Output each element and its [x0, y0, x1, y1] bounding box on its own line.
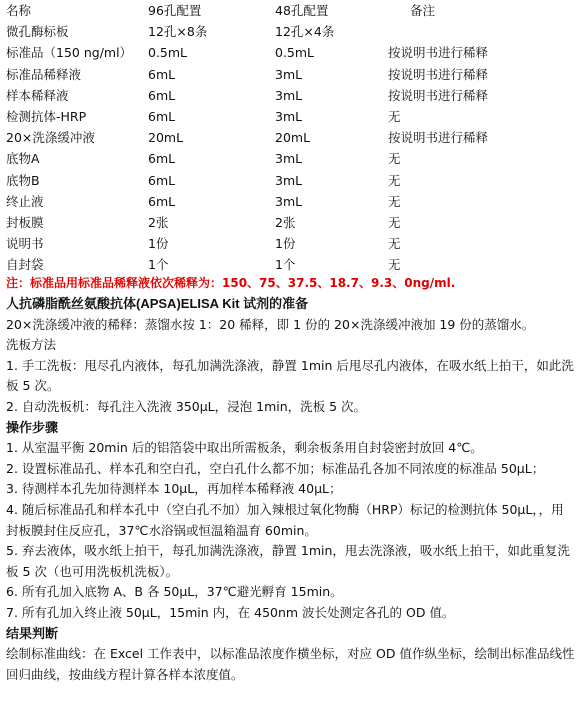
standard-dilution-note: 注：标准品用标准品稀释液依次稀释为：150、75、37.5、18.7、9.3、0ng/ml.: [6, 276, 456, 290]
qty-48-well: 3mL: [275, 66, 303, 82]
component-name: 说明书: [6, 236, 44, 252]
table-row: [0, 85, 582, 106]
wash-buffer-dilution-text: 20×洗涤缓冲液的稀释：蒸馏水按 1：20 稀释，即 1 份的 20×洗涤缓冲液加 19 份的蒸馏水。: [6, 316, 535, 332]
header-remark: 备注: [410, 3, 436, 18]
remark: 按说明书进行稀释: [388, 45, 489, 61]
remark: 无: [388, 236, 401, 252]
qty-48-well: 3mL: [275, 151, 303, 167]
instructions-body: [6, 294, 576, 685]
table-row: [0, 64, 582, 85]
procedure-step-6: 6. 所有孔加入底物 A、B 各 50μL，37℃避光孵育 15min。: [6, 584, 343, 600]
qty-96-well: 6mL: [148, 66, 176, 82]
qty-96-well: 6mL: [148, 108, 176, 124]
kit-title: 人抗磷脂酰丝氨酸抗体(APSA)ELISA Kit 试剂的准备: [6, 296, 309, 311]
qty-48-well: 2张: [275, 214, 296, 230]
result-text: 绘制标准曲线：在 Excel 工作表中，以标准品浓度作横坐标，对应 OD 值作纵坐标，绘制出标准品线性回归曲线，按曲线方程计算各样本浓度值。: [6, 646, 575, 682]
table-row: [0, 21, 582, 42]
component-name: 检测抗体-HRP: [6, 108, 87, 124]
header-96-well: 96孔配置: [148, 3, 202, 18]
qty-96-well: 1个: [148, 257, 169, 273]
procedure-heading: 操作步骤: [6, 419, 59, 435]
component-name: 标准品（150 ng/ml）: [6, 45, 133, 61]
qty-48-well: 0.5mL: [275, 45, 315, 61]
remark: 无: [388, 257, 401, 273]
remark: 无: [388, 214, 401, 230]
component-name: 20×洗涤缓冲液: [6, 130, 95, 146]
component-name: 样本稀释液: [6, 87, 69, 103]
qty-96-well: 20mL: [148, 130, 184, 146]
component-name: 封板膜: [6, 214, 44, 230]
table-row: [0, 42, 582, 63]
qty-48-well: 1个: [275, 257, 296, 273]
table-row: [0, 170, 582, 191]
qty-96-well: 0.5mL: [148, 45, 188, 61]
remark: 按说明书进行稀释: [388, 130, 489, 146]
table-row: [0, 233, 582, 254]
component-name: 底物A: [6, 151, 40, 167]
table-row: [0, 254, 582, 275]
header-48-well: 48孔配置: [275, 3, 329, 18]
procedure-step-1: 1. 从室温平衡 20min 后的铝箔袋中取出所需板条，剩余板条用自封袋密封放回 4℃。: [6, 440, 483, 456]
table-row: [0, 106, 582, 127]
header-name: 名称: [6, 3, 32, 18]
procedure-step-4: 4. 随后标准品孔和样本孔中（空白孔不加）加入辣根过氧化物酶（HRP）标记的检测抗体 50μL，，用封板膜封住反应孔，37℃水浴锅或恒温箱温育 60min。: [6, 501, 564, 538]
kit-components-table: [0, 0, 582, 275]
procedure-step-3: 3. 待测样本孔先加待测样本 10μL，再加样本稀释液 40μL；: [6, 481, 342, 497]
qty-96-well: 12孔×8条: [148, 24, 208, 40]
qty-48-well: 1份: [275, 236, 296, 252]
procedure-step-5: 5. 弃去液体，吸水纸上拍干，每孔加满洗涤液，静置 1min，甩去洗涤液，吸水纸上拍干，如此重复洗板 5 次（也可用洗板机洗板）。: [6, 543, 570, 579]
qty-96-well: 1份: [148, 236, 169, 252]
result-heading: 结果判断: [6, 625, 59, 641]
qty-96-well: 6mL: [148, 172, 176, 188]
table-row: [0, 148, 582, 169]
component-name: 自封袋: [6, 257, 44, 273]
procedure-step-2: 2. 设置标准品孔、样本孔和空白孔，空白孔什么都不加；标准品孔各加不同浓度的标准品 50μL；: [6, 460, 545, 476]
component-name: 底物B: [6, 172, 40, 188]
qty-48-well: 3mL: [275, 87, 303, 103]
table-row: [0, 191, 582, 212]
remark: 按说明书进行稀释: [388, 66, 489, 82]
wash-step-1: 1. 手工洗板：甩尽孔内液体，每孔加满洗涤液，静置 1min 后甩尽孔内液体，在吸水纸上拍干，如此洗板 5 次。: [6, 357, 574, 394]
procedure-step-7: 7. 所有孔加入终止液 50μL，15min 内，在 450nm 波长处测定各孔的 OD 值。: [6, 604, 455, 620]
table-row: [0, 212, 582, 233]
component-name: 终止液: [6, 193, 44, 209]
qty-48-well: 12孔×4条: [275, 24, 335, 40]
remark: 无: [388, 108, 401, 124]
table-row: [0, 127, 582, 148]
remark: 无: [388, 151, 401, 167]
wash-method-heading: 洗板方法: [6, 337, 57, 353]
qty-48-well: 3mL: [275, 193, 303, 209]
table-header-row: [0, 0, 582, 21]
qty-96-well: 6mL: [148, 151, 176, 167]
wash-step-2: 2. 自动洗板机：每孔注入洗液 350μL，浸泡 1min，洗板 5 次。: [6, 398, 367, 414]
qty-96-well: 6mL: [148, 193, 176, 209]
remark: 无: [388, 172, 401, 188]
component-name: 标准品稀释液: [6, 66, 82, 82]
qty-48-well: 20mL: [275, 130, 311, 146]
qty-96-well: 6mL: [148, 87, 176, 103]
component-name: 微孔酶标板: [6, 24, 69, 40]
qty-48-well: 3mL: [275, 172, 303, 188]
remark: 按说明书进行稀释: [388, 87, 489, 103]
qty-96-well: 2张: [148, 214, 169, 230]
qty-48-well: 3mL: [275, 108, 303, 124]
remark: 无: [388, 193, 401, 209]
